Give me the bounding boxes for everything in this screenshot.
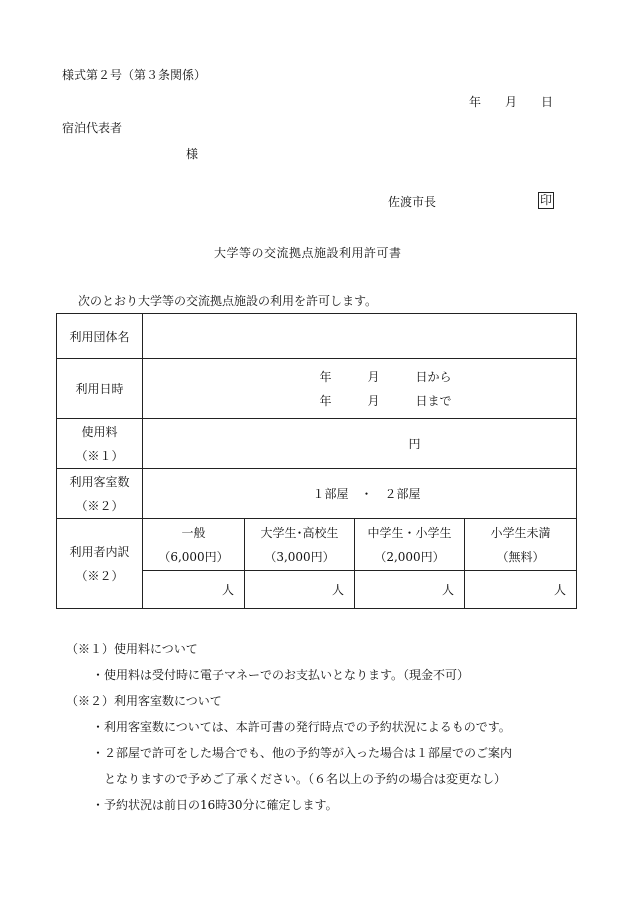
group-name-label: 利用団体名	[57, 314, 143, 359]
period-label: 利用日時	[57, 359, 143, 419]
category-middle-elementary	[355, 519, 465, 571]
breakdown-label: 利用者内訳	[69, 544, 130, 559]
category-price: （3,000円）	[264, 549, 335, 564]
notes-section	[66, 636, 512, 818]
fee-row	[57, 419, 577, 469]
category-price: （6,000円）	[158, 549, 229, 564]
issuer-name: 佐渡市長	[388, 195, 437, 209]
breakdown-header-row	[57, 519, 577, 571]
honorific: 様	[186, 147, 199, 161]
form-number: 様式第２号（第３条関係）	[62, 68, 207, 82]
period-row	[57, 359, 577, 419]
intro-text: 次のとおり大学等の交流拠点施設の利用を許可します。	[78, 294, 378, 308]
period-from: 年 月 日から	[319, 369, 452, 384]
fee-value[interactable]	[143, 419, 577, 469]
category-name: 小学生未満	[490, 525, 551, 540]
rooms-label: 利用客室数	[69, 474, 130, 489]
rooms-options-text: １部屋 ・ ２部屋	[312, 487, 421, 501]
category-price: （無料）	[496, 549, 545, 564]
note1-title: （※１）使用料について	[66, 642, 198, 656]
seal-mark	[538, 192, 554, 209]
fee-label: 使用料	[81, 424, 118, 439]
date-line: 年 月 日	[469, 95, 554, 109]
note2-title: （※２）利用客室数について	[66, 694, 222, 708]
seal-text: 印	[540, 193, 553, 207]
note2-item: ・利用客室数については、本許可書の発行時点での予約状況によるものです。	[92, 720, 511, 734]
breakdown-note: （※２）	[75, 568, 124, 583]
group-name-value[interactable]	[143, 314, 577, 359]
category-name: 一般	[181, 525, 206, 540]
representative-label: 宿泊代表者	[62, 121, 123, 135]
category-name: 中学生・小学生	[367, 525, 452, 540]
category-general	[143, 519, 245, 571]
period-value[interactable]	[143, 359, 577, 419]
note2-item-continued: となりますので予めご了承ください。（６名以上の予約の場合は変更なし）	[104, 772, 507, 786]
permit-table	[56, 313, 577, 609]
count-preschool[interactable]: 人	[465, 571, 577, 609]
rooms-row	[57, 469, 577, 519]
rooms-label-cell	[57, 469, 143, 519]
breakdown-label-cell	[57, 519, 143, 609]
period-to: 年 月 日まで	[319, 393, 452, 408]
category-price: （2,000円）	[374, 549, 445, 564]
count-general[interactable]: 人	[143, 571, 245, 609]
category-preschool	[465, 519, 577, 571]
note1-item: ・使用料は受付時に電子マネーでのお支払いとなります。（現金不可）	[92, 668, 470, 682]
category-name: 大学生･高校生	[260, 525, 339, 540]
fee-label-cell	[57, 419, 143, 469]
fee-note: （※１）	[75, 448, 124, 463]
group-name-row	[57, 314, 577, 359]
count-university-high[interactable]: 人	[245, 571, 355, 609]
count-middle-elementary[interactable]: 人	[355, 571, 465, 609]
note2-item: ・予約状況は前日の16時30分に確定します。	[92, 798, 338, 812]
category-university-high	[245, 519, 355, 571]
note2-item: ・２部屋で許可をした場合でも、他の予約等が入った場合は１部屋でのご案内	[92, 746, 513, 760]
rooms-note: （※２）	[75, 498, 124, 513]
rooms-options[interactable]	[143, 469, 577, 519]
fee-unit: 円	[408, 437, 421, 451]
document-title: 大学等の交流拠点施設利用許可書	[214, 246, 402, 260]
